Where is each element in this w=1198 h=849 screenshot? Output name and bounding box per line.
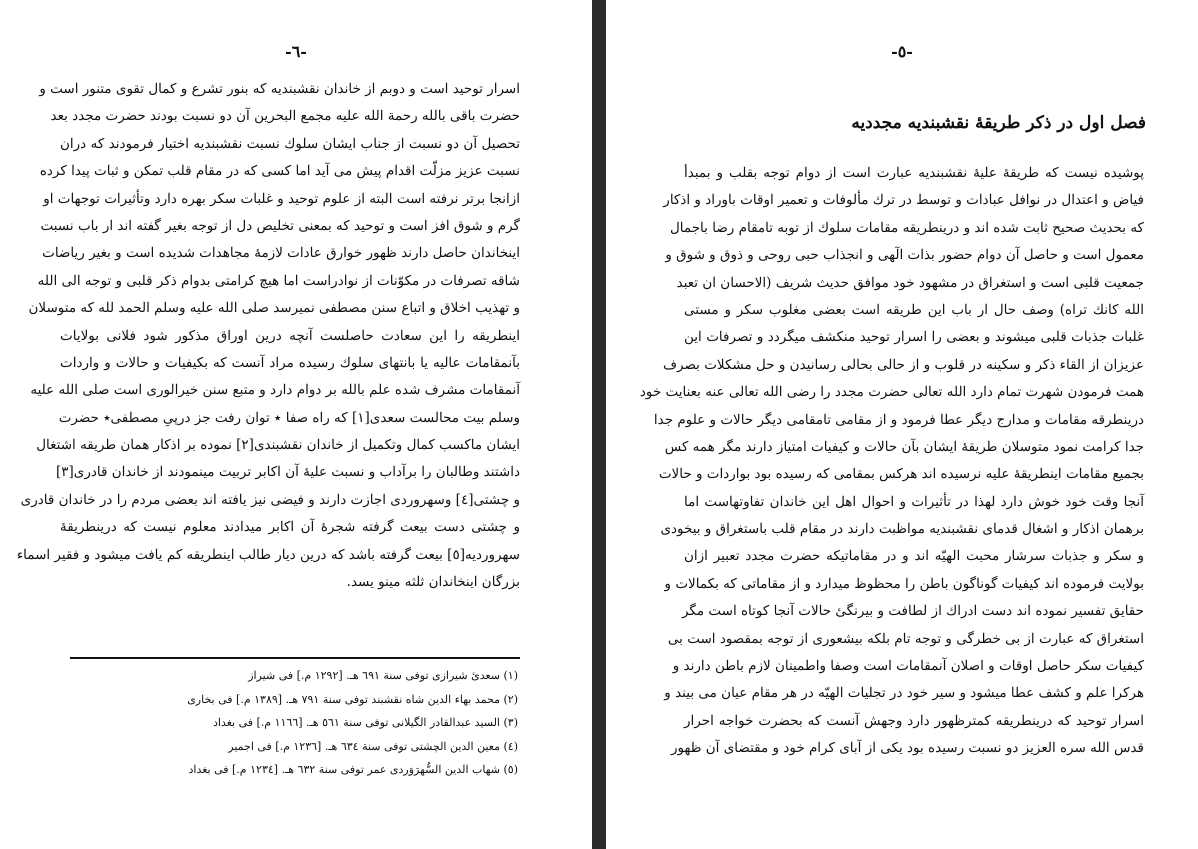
text-line: سهروردیه[٥] بیعت گرفته باشد که درین دیار طالب اینطریقه کم یافت میشود و فقیر اسماء — [16, 546, 520, 563]
text-line: اسرار توحید که درینطریقه کمترظهور دارد وجهش آنست که بحضرت خواجه احرار — [684, 712, 1144, 729]
text-line: فیاض و اعتدال در نوافل عبادات و توسط در ترك مألوفات و تعمیر اوقات باوراد و اذکار — [663, 192, 1144, 209]
text-line: کیفیات سکر حاصل اوقات و اصلان آنمقامات است وصفا واطمینان لازم باطن دارند و — [672, 658, 1144, 675]
page-number: -٥- — [891, 42, 913, 61]
text-line: معمول است و حاصل آن دوام حضور بذات الٓهی و انجذاب حبی روحی و ذوق و شوق و — [665, 247, 1144, 264]
text-line: عزیزان از القاء ذکر و سکینه در قلوب و از حالی بحالی رسانیدن و حل مشکلات بصرف — [663, 356, 1144, 373]
chapter-heading: فصل اول در ذکر طریقهٔ نقشبندیه مجددیه — [851, 113, 1146, 133]
text-line: نسبت عزیز مزلّت اقدام پیش می آید اما کسی که در مقام قلب تمکن و ثبات پیدا کرده — [39, 163, 520, 180]
footnote: (٥) شهاب الدین السُّهرَوَردی عمر توفی سنة ٦٣٢ هـ. [١٢٣٤ م.] فی بغداد — [188, 763, 518, 776]
text-line: و چشتی دست بیعت گرفته شجرهٔ آن اکابر میدادند معلوم نیست که درینطریقهٔ — [60, 519, 520, 536]
text-line: برهمان اذکار و اشغال قدمای نقشبندیه مواظبت دارند در مقام قلب باستغراق و بیخودی — [660, 521, 1144, 538]
text-line: آنمقامات مشرف شده علم بالله بر دوام دارد و متبع سنن خیرالوری است صلی الله علیه — [30, 382, 520, 399]
footnote: (۲) محمد بهاء الدین شاه نقشبند توفی سنة ٧٩١ هـ. [١٣٨٩ م.] فی بخاری — [187, 692, 518, 706]
text-line: هرکرا علم و کشف عطا میشود و سیر خود در تجلیات الهیّه در هر مقام عیان می بیند و — [664, 685, 1144, 702]
text-line: همت فرمودن شهرت تمام دارد الله تعالی حضرت مجدد را رضی الله تعالی عنه بعنایت خود — [639, 384, 1144, 401]
footnote: (۳) السید عبدالقادر الگیلانی توفی سنة ٥٦١ هـ. [١١٦٦ م.] فی بغداد — [212, 716, 518, 729]
footnotes — [70, 664, 518, 782]
footnote-divider — [70, 657, 520, 659]
text-line: استغراق که عبارت از بی خطرگی و توجه تام بلکه بیشعوری از توجه بمقصود است بی — [667, 630, 1144, 647]
right-page — [606, 0, 1198, 849]
text-line: حقایق تفسیر نموده اند دست ادراك از لطافت و بیرنگیٔ حالات آنجا کوتاه است مگر — [681, 603, 1144, 620]
text-line: جدا کرامت نمود متوسلان طریقهٔ ایشان بآن حالات و کیفیات امتیاز دارند مگر همه کس — [664, 438, 1144, 455]
text-line: که بحدیث صحیح ثابت شده اند و درینطریقه مقامات سلوك از توبه تامقام رضا باجمال — [669, 219, 1144, 236]
text-line: شاقه تصرفات در مکوّنات از نوادراست اما هیچ کرامتی بدوام ذکر قلبی و توجه الی الله — [37, 272, 520, 289]
text-line: و سکر و جذبات سرشار محبت الهیّه اند و در مقاماتیکه حضرت مجدد تعبیر ازان — [684, 548, 1144, 565]
text-line: قدس الله سره العزیز دو نسبت رسیده بود یکی از آبای کرام خود و مقتضای آن ظهور — [671, 740, 1144, 757]
text-line: بزرگان اینخاندان ثلثه مینو یسد. — [346, 574, 520, 591]
text-line: و چشتی[٤] وسهروردی اجازت دارند و فیضی نیز یافته اند بعضی مردم را در خاندان قادری — [20, 491, 520, 508]
text-line: بآنمقامات عالیه یا بانتهای سلوك رسیده مراد آنست که بکیفیات و حالات و واردات — [60, 354, 520, 371]
text-line: آنجا وقت خود خوش دارد لهذا در تأثیرات و احوال اهل این خاندان تفاوتهاست اما — [684, 493, 1144, 510]
body-text — [16, 76, 520, 596]
text-line: غلبات جذبات قلبی میشوند و بعضی را اسرار توحید منکشف میگردد و تصرفات این — [684, 329, 1144, 346]
text-line: و تهذیب اخلاق و اتباع سنن مصطفی نمیرسد صلی الله علیه وسلم الحمد لله که متوسلان — [28, 300, 520, 317]
text-line: پوشیده نیست که طریقهٔ علیهٔ نقشبندیه عبارت است از دوام توجه بقلب و بمبدأ — [684, 165, 1144, 181]
text-line: حضرت باقی بالله رحمة الله علیه مجمع البحرین آن دو نسبت بودند حضرت مجدد بعد — [50, 108, 520, 125]
text-line: بولایت فرموده اند کیفیات گوناگون باطن را محظوظ میدارد و از مقاماتی که بکمالات و — [664, 575, 1144, 592]
text-line: اینطریقه را این سعادت حاصلست آنچه درین اوراق مذکور شود فلانی بولایات — [60, 327, 520, 344]
body-text — [639, 160, 1144, 763]
text-line: درینطرقه مقامات و مدارج دیگر عطا فرمود و از مقامی تامقامی دیگر حالات و علوم جدا — [653, 411, 1144, 428]
left-page — [0, 0, 592, 849]
book-gutter — [592, 0, 606, 849]
text-line: داشتند وطالبان را برآداب و نسبت علیهٔ آن اکابر تربیت مینمودند از خاندان قادری[۳] — [55, 464, 520, 481]
text-line: اسرار توحید است و دوبم از خاندان نقشبندیه که بنور تشرع و کمال تقوی متنور است و — [39, 81, 520, 97]
footnote: (۱) سعدیٔ شیرازی توفی سنة ٦٩١ هـ. [١٢٩٢ م.] فی شیراز — [248, 669, 518, 682]
text-line: الله کانك تراه) وصف حال ار باب این طریقه است بعضی مغلوب سکر و مستی — [684, 301, 1144, 318]
footnote: (٤) معین الدین الچشتی توفی سنة ٦٣٤ هـ. [١٢٣٦ م.] فی اجمیر — [228, 739, 518, 753]
text-line: بجمیع مقامات اینطریقهٔ علیه نرسیده اند هرکس بمقامی که رسیده بود بواردات و حالات — [658, 466, 1144, 483]
text-line: ایشان ماکسب کمال وتکمیل از خاندان نقشبندی[۲] نموده بر اذکار همان طریقه اشتغال — [36, 437, 520, 454]
text-line: ازانجا برتر نرفته است البته از علوم توحید و غلبات سکر بهره دارد وتأثیرات توجهات او — [43, 190, 520, 207]
text-line: جمعیت قلبی است و استغراق در مشهود خود موافق حدیث شریف (الاحسان ان تعبد — [676, 274, 1144, 291]
page-number: -٦- — [285, 42, 307, 61]
text-line: وسلم بیت محالست سعدی[۱] که راه صفا ٭ توان رفت جز درپیِ مصطفی٭ حضرت — [58, 409, 520, 426]
text-line: اینخاندان حاصل دارند ظهور خوارق عادات لازمهٔ مجاهدات شدیده است و بغیر ریاضات — [42, 245, 520, 262]
text-line: تحصیل آن دو نسبت از جناب ایشان سلوك نسبت نقشبندیه اختیار فرمودند که دران — [60, 135, 520, 152]
text-line: گرم و شوق افز است و توحید که بمعنی تخلیص دل از توجه بغیر گفته اند ار باب نسبت — [40, 217, 520, 234]
